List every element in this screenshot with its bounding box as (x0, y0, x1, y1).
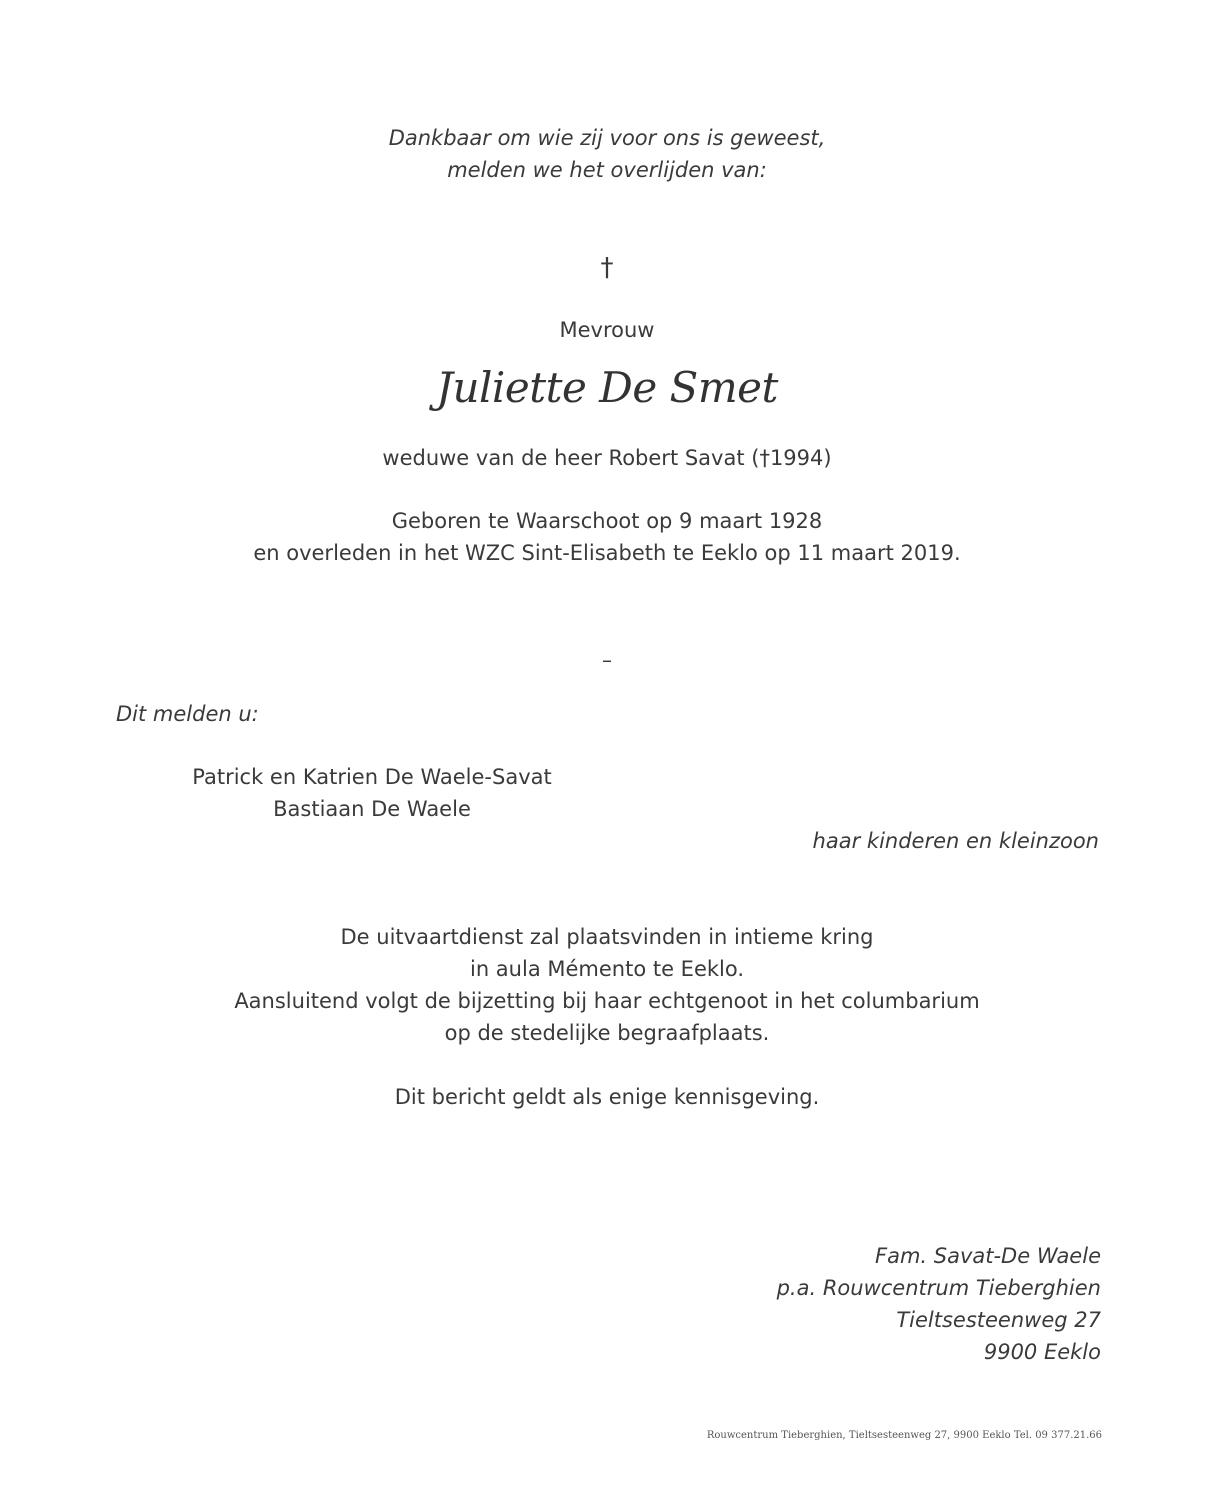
sender-line-2: p.a. Rouwcentrum Tieberghien (776, 1276, 1101, 1300)
sender-line-4: 9900 Eeklo (983, 1340, 1101, 1364)
footer-contact: Rouwcentrum Tieberghien, Tieltsesteenweg 27, 9900 Eeklo Tel. 09 377.21.66 (706, 1430, 1102, 1441)
funeral-line-1: De uitvaartdienst zal plaatsvinden in intieme kring (340, 925, 874, 949)
funeral-line-3: Aansluitend volgt de bijzetting bij haar echtgenoot in het columbarium (234, 989, 980, 1013)
cross-icon: † (600, 253, 614, 283)
family-member-2: Bastiaan De Waele (273, 797, 471, 821)
announced-by-label: Dit melden u: (116, 702, 259, 726)
funeral-line-4: op de stedelijke begraafplaats. (444, 1021, 770, 1045)
deceased-name: Juliette De Smet (436, 363, 778, 412)
death-line: en overleden in het WZC Sint-Elisabeth te Eeklo op 11 maart 2019. (253, 541, 961, 565)
notice-line: Dit bericht geldt als enige kennisgeving. (394, 1085, 820, 1109)
honorific: Mevrouw (559, 318, 655, 342)
intro-line-1: Dankbaar om wie zij voor ons is geweest, (388, 126, 826, 150)
funeral-line-2: in aula Mémento te Eeklo. (469, 957, 745, 981)
sender-line-1: Fam. Savat-De Waele (875, 1244, 1101, 1268)
separator-dash: – (602, 648, 612, 672)
family-member-1: Patrick en Katrien De Waele-Savat (192, 765, 552, 789)
intro-line-2: melden we het overlijden van: (447, 158, 767, 182)
birth-line: Geboren te Waarschoot op 9 maart 1928 (391, 509, 823, 533)
sender-line-3: Tieltsesteenweg 27 (896, 1308, 1101, 1332)
family-relation: haar kinderen en kleinzoon (812, 829, 1099, 853)
widow-line: weduwe van de heer Robert Savat (†1994) (382, 446, 832, 470)
